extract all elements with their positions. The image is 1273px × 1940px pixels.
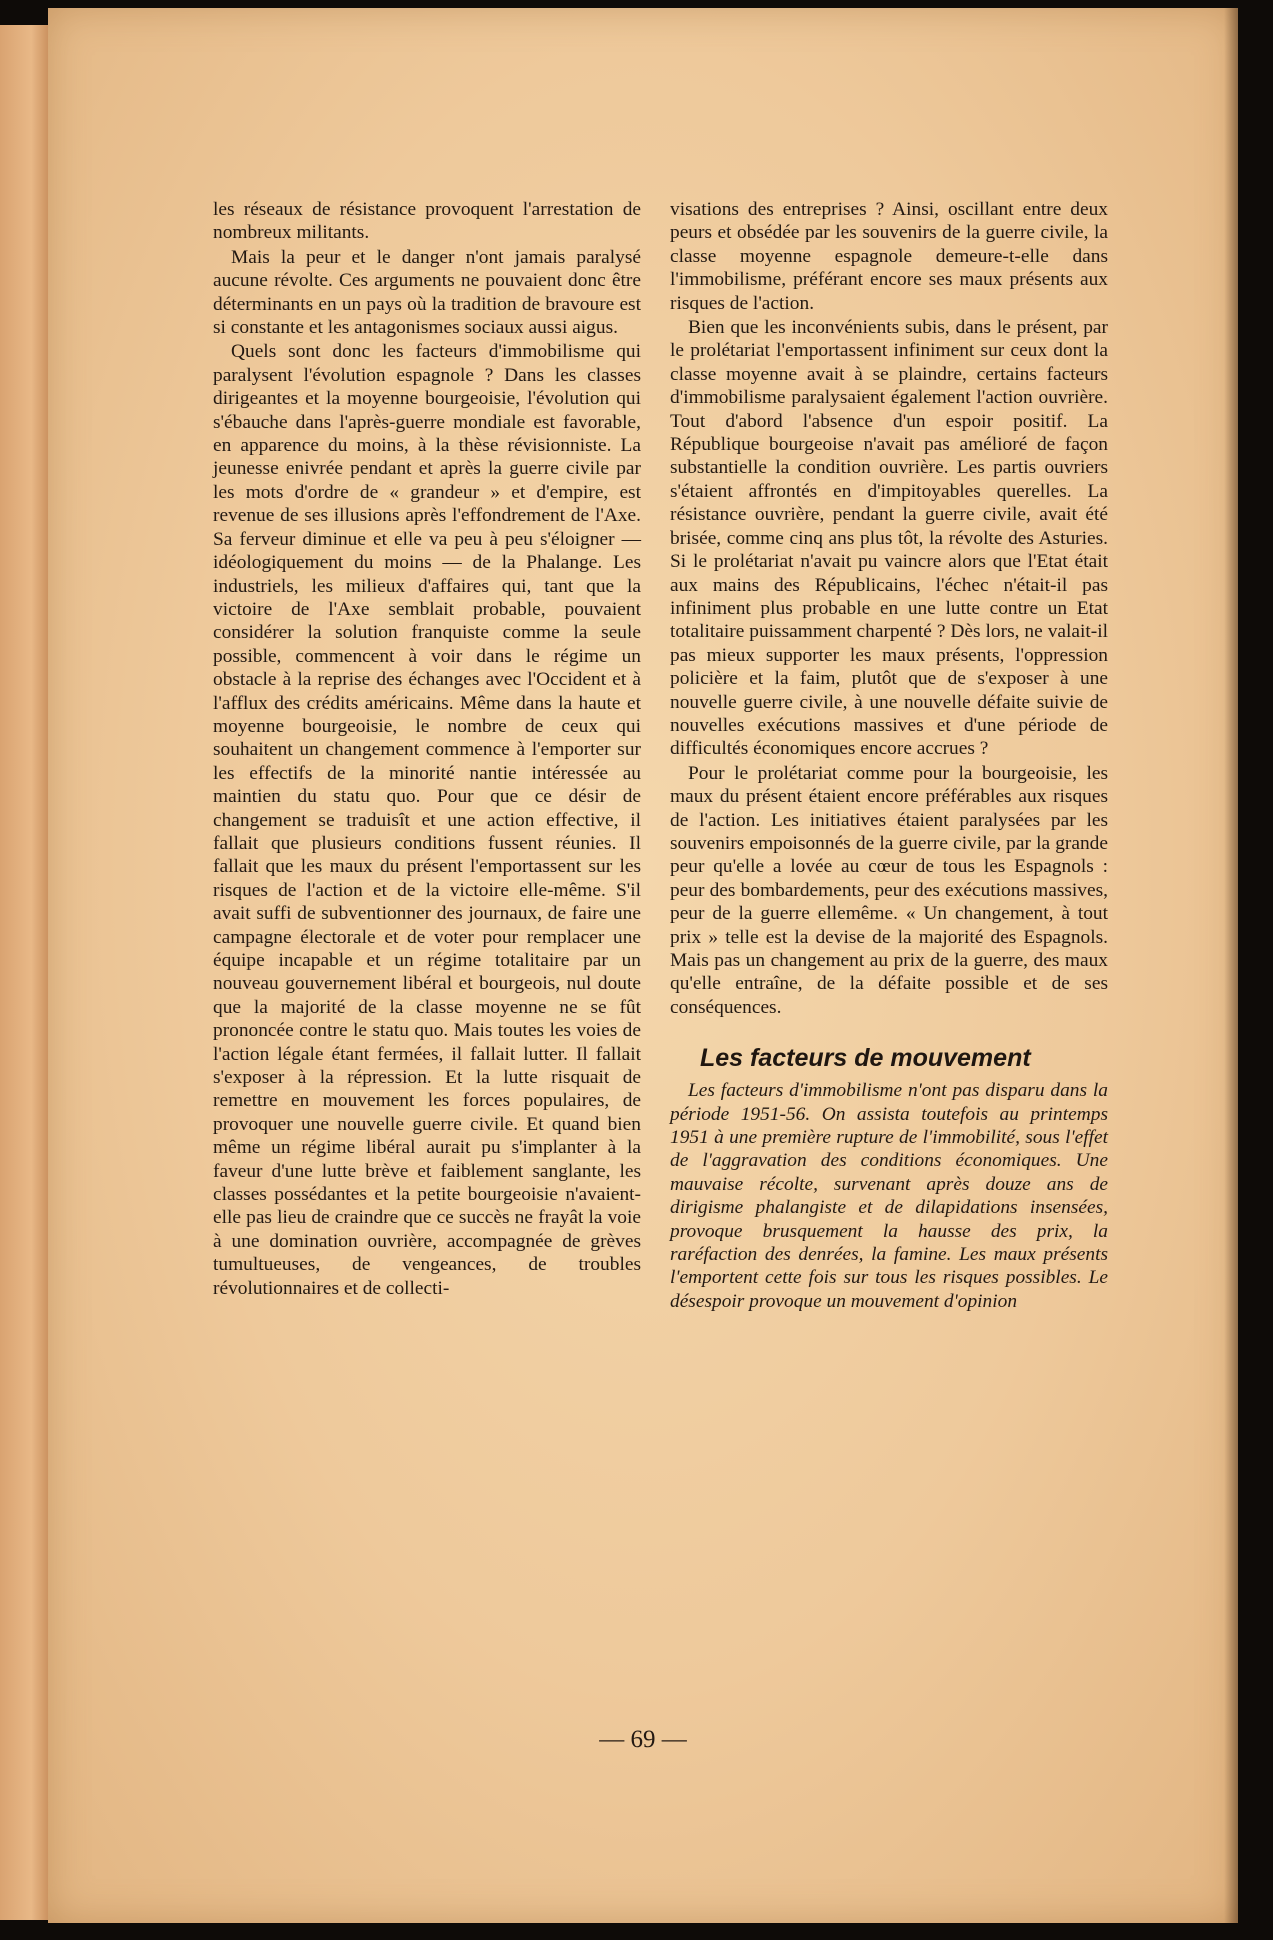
paragraph: Les facteurs d'immobilisme n'ont pas disparu dans la période 1951-56. On assista toutefois au printemps 1951 à une première rupture de l'immobilité, sous l'effet de l'aggravation des conditions économiques. Une mauvaise récolte, survenant après douze ans de dirigisme phalangiste et de dilapidations insensées, provoque brusquement la hausse des prix, la raréfaction des denrées, la famine. Les maux présents l'emportent cette fois sur tous les risques possibles. Le désespoir provoque un mouvement d'opinion [670, 1080, 1108, 1312]
paragraph: Quels sont donc les facteurs d'immobilisme qui paralysent l'évolution espagnole ? Dans les classes dirigeantes et la moyenne bourgeoisie, l'évolution qui s'ébauche dans l'après-guerre mondiale est favorable, en apparence du moins, à la thèse révisionniste. La jeunesse enivrée pendant et après la guerre civile par les mots d'ordre de « grandeur » et d'empire, est revenue de ses illusions après l'effondrement de l'Axe. Sa ferveur diminue et elle va peu à peu s'éloigner — idéologiquement du moins — de la Phalange. Les industriels, les milieux d'affaires qui, tant que la victoire de l'Axe semblait probable, pouvaient considérer la solution franquiste comme la seule possible, commencent à voir dans le régime un obstacle à la reprise des échanges avec l'Occident et à l'afflux des crédits américains. Même dans la haute et moyenne bourgeoisie, le nombre de ceux qui souhaitent un changement commence à l'emporter sur les effectifs de la minorité nantie intéressée au maintien du statu quo. Pour que ce désir de changement se traduisît et une action effective, il fallait que plusieurs conditions fussent réunies. Il fallait que les maux du présent l'emportassent sur les risques de l'action et de la victoire elle-même. S'il avait suffi de subventionner des journaux, de faire une campagne électorale et de voter pour remplacer une équipe incapable et un régime totalitaire par un nouveau gouvernement libéral et bourgeois, nul doute que la majorité de la classe moyenne ne se fût prononcée contre le statu quo. Mais toutes les voies de l'action légale étant fermées, il fallait lutter. Il fallait s'exposer à la répression. Et la lutte risquait de remettre en mouvement les forces populaires, de provoquer une nouvelle guerre civile. Et quand bien même un régime libéral aurait pu s'implanter à la faveur d'une lutte brève et faiblement sanglante, les classes possédantes et la petite bourgeoisie n'avaient-elle pas lieu de craindre que ce succès ne frayât la voie à une domination ouvrière, accompagnée de grèves tumultueuses, de vengeances, de troubles révolutionnaires et de collecti- [213, 341, 641, 1299]
paragraph: Pour le prolétariat comme pour la bourgeoisie, les maux du présent étaient encore préférables aux risques de l'action. Les initiatives étaient paralysées par les souvenirs empoisonnés de la guerre civile, par la grande peur qu'elle a lovée au cœur de tous les Espagnols : peur des bombardements, peur des exécutions massives, peur de la guerre ellemême. « Un changement, à tout prix » telle est la devise de la majorité des Espagnols. Mais pas un changement au prix de la guerre, des maux qu'elle entraîne, de la défaite possible et de ses conséquences. [670, 762, 1108, 1018]
right-column [670, 198, 1108, 1313]
left-column [213, 198, 641, 1300]
previous-page-edge [0, 25, 52, 1920]
section-heading: Les facteurs de mouvement [700, 1044, 1031, 1073]
page-number: — 69 — [599, 1726, 687, 1753]
italic-intro [670, 1079, 1108, 1313]
paragraph: les réseaux de résistance provoquent l'arrestation de nombreux militants. [213, 199, 641, 244]
paragraph: visations des entreprises ? Ainsi, oscillant entre deux peurs et obsédée par les souvenirs de la guerre civile, la classe moyenne espagnole demeure-t-elle dans l'immobilisme, préférant encore ses maux présents aux risques de l'action. [670, 199, 1108, 314]
paragraph: Mais la peur et le danger n'ont jamais paralysé aucune révolte. Ces arguments ne pouvaient donc être déterminants en un pays où la tradition de bravoure est si constante et les antagonismes sociaux aussi aigus. [213, 246, 641, 339]
paragraph: Bien que les inconvénients subis, dans le présent, par le prolétariat l'emportassent infiniment sur ceux dont la classe moyenne avait à se plaindre, certains facteurs d'immobilisme paralysaient également l'action ouvrière. Tout d'abord l'absence d'un espoir positif. La République bourgeoise n'avait pas amélioré de façon substantielle la condition ouvrière. Les partis ouvriers s'étaient affrontés en d'impitoyables querelles. La résistance ouvrière, pendant la guerre civile, avait été brisée, comme cinq ans plus tôt, la révolte des Asturies. Si le prolétariat n'avait pu vaincre alors que l'Etat était aux mains des Républicains, l'échec n'était-il pas infiniment plus probable en une lutte contre un Etat totalitaire puissamment charpenté ? Dès lors, ne valait-il pas mieux supporter les maux présents, l'oppression policière et la faim, plutôt que de s'exposer à une nouvelle guerre civile, à une nouvelle défaite suivie de nouvelles exécutions massives et d'une période de difficultés économiques encore accrues ? [670, 317, 1108, 760]
book-page [48, 8, 1238, 1923]
